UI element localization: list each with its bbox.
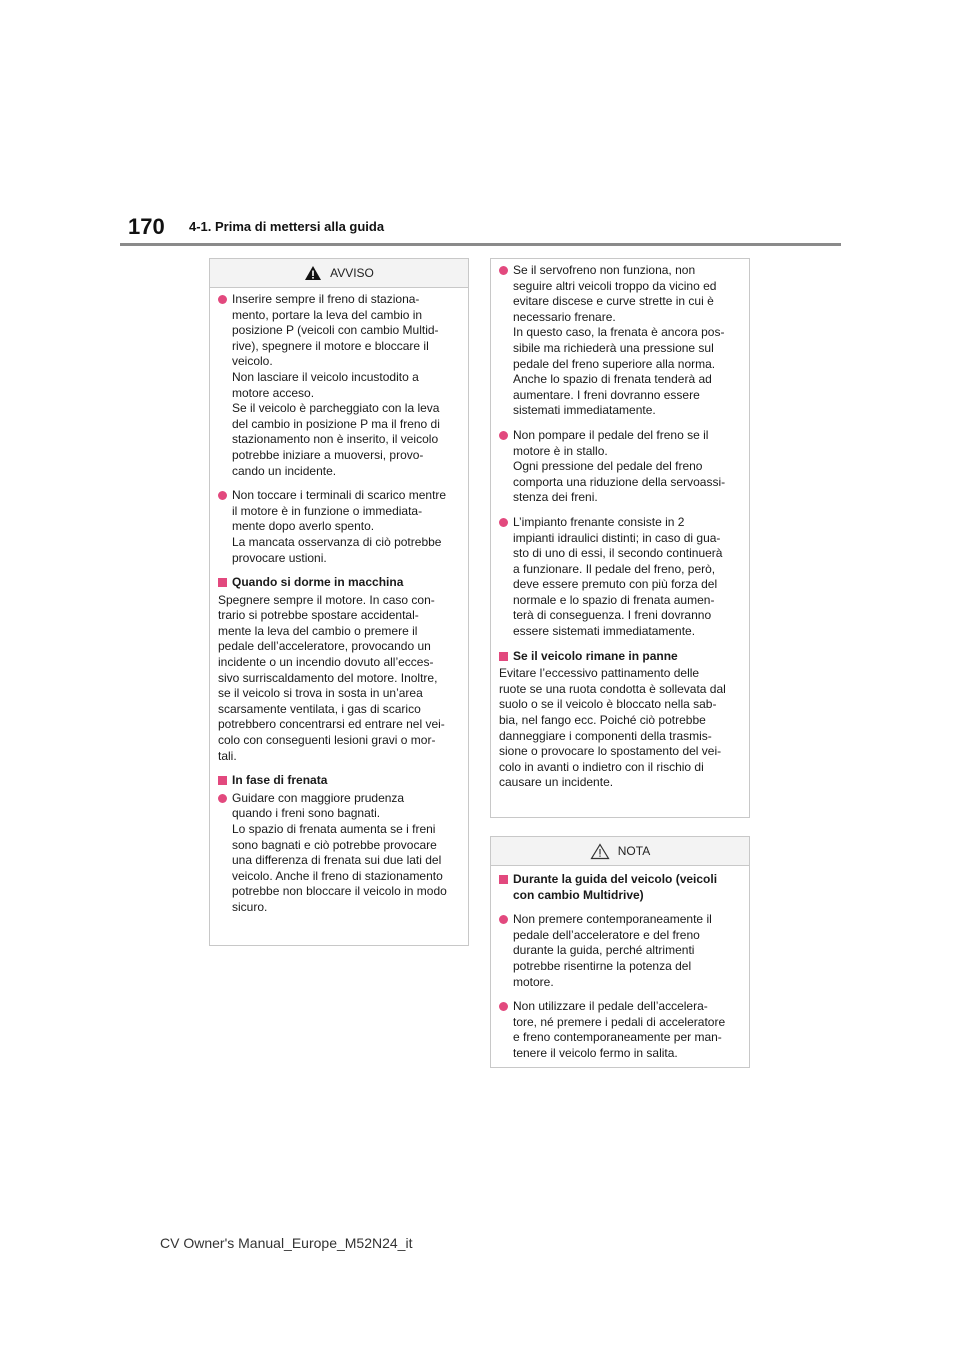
bullet-dot-icon <box>499 1002 508 1011</box>
paragraph: Evitare l’eccessivo pattinamento delle ruote se una ruota condotta è sollevata dal suolo o se il veicolo è bloccato nella sab- bia, nel fango ecc. Poiché ciò potrebbe danneggiare i componenti della trasmis- sione o provocare lo spostamento del vei- colo in avanti o indietro con il rischio di causare un incidente. <box>499 666 726 790</box>
list-item-text: Se il servofreno non funziona, non seguire altri veicoli troppo da vicino ed evitare discese e curve strette in cui è necessario frenare. In questo caso, la frenata è ancora pos- sibile ma richiederà una pressione sul pedale del freno superiore alla norma. Anche lo spazio di frenata tenderà ad aumentare. I freni dovranno essere sistemati immediatamente. <box>513 263 725 418</box>
note-box <box>490 836 750 1068</box>
list-item <box>218 292 458 479</box>
list-item-text: Non pompare il pedale del freno se il motore è in stallo. Ogni pressione del pedale del freno comporta una riduzione della servoassi- stenza dei freni. <box>513 427 726 505</box>
warning-continuation-box <box>490 258 750 818</box>
bullet-square-icon <box>499 652 508 661</box>
list-item-text: Non utilizzare il pedale dell’accelera- tore, né premere i pedali di acceleratore e freno contemporaneamente per man- tenere il veicolo fermo in salita. <box>513 999 726 1060</box>
warning-triangle-icon <box>304 265 322 281</box>
section-title: 4-1. Prima di mettersi alla guida <box>189 219 385 234</box>
sub-heading <box>499 872 739 903</box>
header-rule <box>120 243 841 246</box>
warning-box <box>209 258 469 946</box>
list-item <box>499 999 739 1061</box>
bullet-dot-icon <box>218 491 227 500</box>
list-item <box>499 428 739 506</box>
bullet-dot-icon <box>499 266 508 275</box>
bullet-square-icon <box>218 776 227 785</box>
list-item <box>499 515 739 640</box>
bullet-dot-icon <box>218 794 227 803</box>
list-item <box>218 488 458 566</box>
sub-heading <box>218 575 458 591</box>
list-item-text: Inserire sempre il freno di staziona- mento, portare la leva del cambio in posizione P (veicoli con cambio Multid- rive), spegnere il motore e bloccare il veicolo. Non lasciare il veicolo incustodito a motore acceso. Se il veicolo è parcheggiato con la leva del cambio in posizione P ma il freno di stazionamento non è inserito, il veicolo potrebbe iniziare a muoversi, provo- cando un incidente. <box>232 292 440 478</box>
note-box-title: NOTA <box>617 844 651 858</box>
list-item-text: Non premere contemporaneamente il pedale dell’acceleratore e del freno durante la guida, perché altrimenti potrebbe risentirne la potenza del motore. <box>513 912 712 989</box>
list-item <box>499 263 739 419</box>
bullet-dot-icon <box>499 431 508 440</box>
sub-heading-text: In fase di frenata <box>232 773 328 788</box>
list-item-text: Non toccare i terminali di scarico mentre il motore è in funzione o immediata- mente dopo averlo spento. La mancata osservanza di ciò potrebbe provocare ustioni. <box>232 488 447 565</box>
bullet-dot-icon <box>499 518 508 527</box>
sub-heading-text: Durante la guida del veicolo (veicoli con cambio Multidrive) <box>513 872 718 902</box>
bullet-square-icon <box>218 578 227 587</box>
bullet-dot-icon <box>499 915 508 924</box>
footer-doc-id: CV Owner's Manual_Europe_M52N24_it <box>160 1235 413 1251</box>
sub-heading <box>499 649 739 665</box>
note-box-header <box>491 837 749 866</box>
list-item <box>499 912 739 990</box>
page-number: 170 <box>128 214 165 239</box>
sub-heading <box>218 773 458 789</box>
list-item-text: L’impianto frenante consiste in 2 impianti idraulici distinti; in caso di gua- sto di uno di essi, il secondo continuerà a funzionare. Il pedale del freno, però, deve essere premuto con più forza del normale e lo spazio di frenata aumen- terà di conseguenza. I freni dovranno essere sistemati immediatamente. <box>513 514 723 639</box>
bullet-dot-icon <box>218 295 227 304</box>
paragraph: Spegnere sempre il motore. In caso con- trario si potrebbe spostare accidental- mente la leva del cambio o premere il pedale dell’acceleratore, provocando un incidente o un incendio dovuto all’ecces- sivo surriscaldamento del motore. Inoltre, se il veicolo si trova in sosta in un’area scarsamente ventilata, i gas di scarico potrebbero concentrarsi ed entrare nel vei- colo con conseguenti lesioni gravi o mor- tali. <box>218 592 445 763</box>
list-item-text: Guidare con maggiore prudenza quando i freni sono bagnati. Lo spazio di frenata aumenta se i freni sono bagnati e ciò potrebbe provocare una differenza di frenata sui due lati del veicolo. Anche il freno di stazionamento potrebbe non bloccare il veicolo in modo sicuro. <box>232 790 447 914</box>
list-item <box>218 791 458 916</box>
sub-heading-text: Se il veicolo rimane in panne <box>513 648 678 663</box>
sub-heading-text: Quando si dorme in macchina <box>232 575 404 590</box>
caution-triangle-icon <box>590 843 610 860</box>
warning-box-title: AVVISO <box>330 266 374 280</box>
bullet-square-icon <box>499 875 508 884</box>
warning-box-header <box>210 259 468 288</box>
